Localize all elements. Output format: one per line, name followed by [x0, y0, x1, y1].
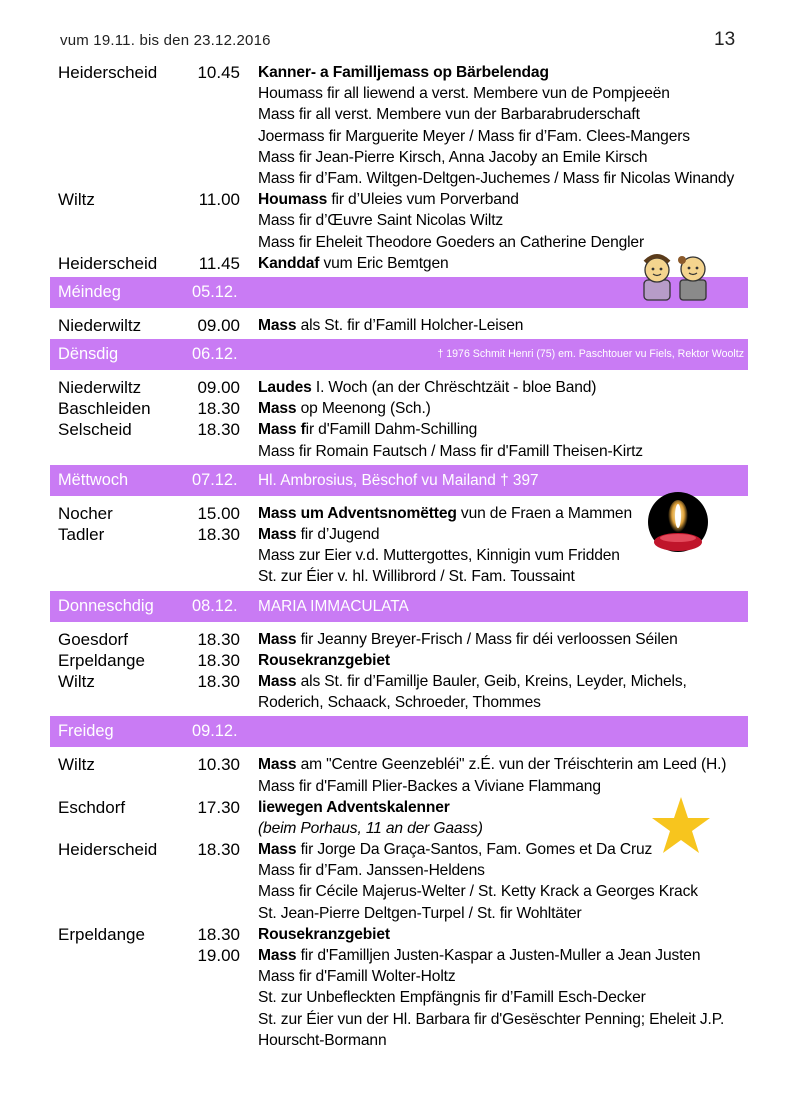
mass-description: [258, 818, 483, 839]
mass-description: [258, 987, 646, 1008]
place-name: Wiltz: [58, 190, 95, 210]
day-band-thursday: [50, 591, 748, 622]
service-type: Kanner- a Familljemass op Bärbelendag: [258, 64, 549, 81]
mass-description: [258, 629, 678, 650]
band-day: Méindeg: [58, 282, 121, 301]
mass-time: 09.00: [197, 315, 240, 335]
service-type: Mass f: [258, 421, 306, 439]
schedule-row: [0, 650, 800, 671]
band-date: 08.12.: [192, 596, 238, 615]
mass-description: [258, 126, 690, 147]
band-day: Freideg: [58, 722, 114, 741]
intention-text: fir Jorge Da Graça-Santos, Fam. Gomes et Da Cruz: [296, 841, 653, 859]
intention-text: Houmass fir all liewend a verst. Membere vun de Pompjeeën: [258, 85, 670, 103]
mass-description: [258, 860, 485, 881]
schedule-row: [0, 860, 800, 881]
children-illustration: [640, 252, 712, 304]
mass-description: [258, 566, 575, 587]
mass-description: [258, 881, 698, 902]
mass-description: [258, 1030, 386, 1051]
band-feast: MARIA IMMACULATA: [258, 597, 409, 615]
intention-text: vum Eric Bemtgen: [319, 254, 449, 272]
schedule-row: [0, 692, 800, 713]
section-monday: [0, 315, 800, 336]
place-name: Heiderscheid: [58, 63, 158, 82]
place-name: Niederwiltz: [58, 378, 142, 398]
intention-text: Mass fir d’Fam. Wiltgen-Deltgen-Juchemes / Mass fir Nicolas Winandy: [258, 169, 735, 187]
place-name: Wiltz: [58, 755, 95, 775]
schedule-row: [0, 945, 800, 966]
schedule-row: [0, 629, 800, 650]
band-date: 07.12.: [192, 470, 238, 489]
place-name: Goesdorf: [58, 629, 128, 649]
intention-text: fir d'Familljen Justen-Kaspar a Justen-Muller a Jean Justen: [296, 947, 701, 964]
service-type: Mass: [258, 316, 297, 334]
schedule-row: [0, 1030, 800, 1051]
mass-description: [258, 903, 582, 924]
intention-text: St. zur Éier vun der Hl. Barbara fir d'Gesëschter Penning; Eheleit J.P.: [258, 1010, 725, 1028]
mass-description: [258, 147, 647, 168]
intention-text: vun de Fraen a Mammen: [456, 504, 632, 522]
mass-time: 15.00: [197, 503, 240, 523]
band-feast: Hl. Ambrosius, Bëschof vu Mailand † 397: [258, 471, 539, 489]
place-name: Selscheid: [58, 420, 132, 440]
mass-time: 18.30: [197, 525, 240, 544]
mass-description: [258, 377, 596, 398]
service-type: liewegen Adventskalenner: [258, 798, 450, 816]
intention-text: Roderich, Schaack, Schroeder, Thommes: [258, 694, 541, 712]
mass-description: [258, 966, 455, 987]
mass-description: [258, 232, 644, 253]
mass-description: [258, 839, 652, 860]
place-name: Nocher: [58, 503, 113, 523]
schedule-row: [0, 924, 800, 945]
intention-text: Hourscht-Bormann: [258, 1031, 387, 1049]
mass-time: 10.30: [197, 755, 240, 775]
intention-text: als St. fir d’Famill Holcher-Leisen: [296, 316, 524, 334]
place-name: Niederwiltz: [58, 315, 142, 335]
mass-description: [258, 1009, 724, 1030]
place-name: Baschleiden: [58, 399, 151, 419]
page-number: 13: [714, 29, 736, 50]
day-band-friday: [50, 716, 748, 747]
service-type: Rousekranzgebiet: [258, 651, 390, 669]
page-header-date: vum 19.11. bis den 23.12.2016: [60, 32, 271, 49]
location-note: (beim Porhaus, 11 an der Gaass): [258, 819, 483, 837]
schedule-row: [0, 987, 800, 1008]
intention-text: Mass fir d’Œuvre Saint Nicolas Wiltz: [258, 212, 504, 230]
intention-text: Mass fir d'Famill Wolter-Holtz: [258, 968, 456, 986]
intention-text: Mass fir all verst. Membere vun der Barbarabruderschaft: [258, 106, 640, 124]
schedule-row: [0, 881, 800, 902]
schedule-row: [0, 315, 800, 336]
section-top: [0, 62, 800, 274]
mass-time: 17.30: [197, 797, 240, 817]
candle-illustration: [642, 492, 714, 554]
service-type: Mass um Adventsnomëtteg: [258, 504, 457, 522]
service-type: Rousekranzgebiet: [258, 925, 390, 943]
intention-text: Mass fir Eheleit Theodore Goeders an Catherine Dengler: [258, 233, 645, 251]
intention-text: Mass fir d’Fam. Janssen-Heldens: [258, 862, 485, 880]
place-name: Heiderscheid: [58, 253, 158, 273]
service-type: Mass: [258, 841, 297, 859]
mass-description: [258, 524, 379, 545]
intention-text: I. Woch (an der Chrëschtzäit - bloe Band): [311, 379, 597, 397]
intention-text: St. zur Unbefleckten Empfängnis fir d’Famill Esch-Decker: [258, 989, 646, 1007]
mass-description: [258, 315, 523, 336]
mass-description: [258, 545, 620, 566]
mass-time: 18.30: [197, 671, 240, 691]
intention-text: Mass fir Romain Fautsch / Mass fir d'Famill Theisen-Kirtz: [258, 442, 643, 460]
place-name: Tadler: [58, 525, 105, 544]
intention-text: Mass fir Cécile Majerus-Welter / St. Ketty Krack a Georges Krack: [258, 883, 698, 901]
band-date: 09.12.: [192, 722, 238, 741]
place-name: Wiltz: [58, 671, 95, 691]
mass-description: [258, 189, 519, 210]
schedule-row: [0, 1009, 800, 1030]
schedule-row: [0, 232, 800, 253]
place-name: Eschdorf: [58, 797, 126, 817]
mass-description: [258, 83, 670, 104]
schedule-row: [0, 441, 800, 462]
mass-description: [258, 754, 726, 775]
schedule-row: [0, 104, 800, 125]
mass-time: 10.45: [197, 63, 240, 82]
schedule-row: [0, 168, 800, 189]
schedule-row: [0, 126, 800, 147]
mass-time: 18.30: [197, 924, 240, 944]
mass-description: [258, 419, 477, 440]
place-name: Erpeldange: [58, 650, 145, 670]
service-type: Mass: [258, 947, 297, 964]
schedule-row: [0, 377, 800, 398]
intention-text: als St. fir d’Famillje Bauler, Geib, Kreins, Leyder, Michels,: [296, 672, 687, 690]
schedule-row: [0, 419, 800, 440]
schedule-row: [0, 398, 800, 419]
service-type: Houmass: [258, 191, 328, 209]
mass-time: 18.30: [197, 629, 240, 649]
place-name: Erpeldange: [58, 924, 145, 944]
schedule-row: [0, 62, 800, 83]
mass-description: [258, 924, 390, 945]
mass-description: [258, 441, 643, 462]
schedule-row: [0, 83, 800, 104]
band-day: Donneschdig: [58, 596, 154, 615]
mass-description: [258, 692, 541, 713]
band-date: 05.12.: [192, 282, 238, 301]
mass-description: [258, 650, 390, 671]
service-type: Kanddaf: [258, 254, 320, 272]
schedule-row: [0, 671, 800, 692]
schedule-row: [0, 210, 800, 231]
band-note: † 1976 Schmit Henri (75) em. Paschtouer vu Fiels, Rektor Wooltz: [437, 348, 744, 361]
service-type: Mass: [258, 672, 297, 690]
intention-text: fir Jeanny Breyer-Frisch / Mass fir déi verloossen Séilen: [296, 630, 678, 648]
section-thursday: [0, 629, 800, 714]
mass-time: 18.30: [197, 650, 240, 670]
mass-description: [258, 168, 734, 189]
intention-text: Joermass fir Marguerite Meyer / Mass fir d’Fam. Clees-Mangers: [258, 127, 690, 145]
intention-text: Mass fir d'Famill Plier-Backes a Viviane Flammang: [258, 777, 601, 795]
mass-description: [258, 253, 449, 274]
mass-description: [258, 62, 549, 83]
star-illustration: [650, 795, 712, 857]
mass-description: [258, 945, 700, 966]
mass-time: 09.00: [197, 378, 240, 398]
schedule-row: [0, 776, 800, 797]
mass-time: 11.45: [198, 253, 240, 273]
mass-description: [258, 776, 601, 797]
band-day: Dënsdig: [58, 345, 119, 364]
schedule-row: [0, 903, 800, 924]
schedule-row: [0, 147, 800, 168]
intention-text: fir d’Uleies vum Porverband: [327, 191, 519, 209]
day-band-tuesday: [50, 339, 748, 370]
mass-description: [258, 398, 431, 419]
mass-description: [258, 104, 640, 125]
mass-time: 18.30: [197, 840, 240, 860]
mass-time: 18.30: [197, 420, 240, 440]
service-type: Mass: [258, 526, 297, 543]
band-date: 06.12.: [192, 345, 238, 364]
intention-text: St. zur Éier v. hl. Willibrord / St. Fam. Toussaint: [258, 568, 575, 586]
mass-description: [258, 671, 687, 692]
mass-time: 11.00: [198, 190, 240, 210]
service-type: Mass: [258, 400, 297, 418]
section-tuesday: [0, 377, 800, 462]
mass-description: [258, 797, 450, 818]
intention-text: ir d'Famill Dahm-Schilling: [305, 421, 478, 439]
intention-text: Mass fir Jean-Pierre Kirsch, Anna Jacoby an Emile Kirsch: [258, 148, 648, 166]
mass-description: [258, 503, 632, 524]
intention-text: fir d’Jugend: [296, 526, 380, 543]
schedule: [0, 62, 800, 1051]
schedule-row: [0, 566, 800, 587]
schedule-row: [0, 189, 800, 210]
mass-time: 18.30: [197, 399, 240, 419]
service-type: Mass: [258, 756, 297, 774]
mass-description: [258, 210, 503, 231]
mass-time: 19.00: [197, 946, 240, 965]
schedule-row: [0, 966, 800, 987]
schedule-row: [0, 754, 800, 775]
intention-text: am "Centre Geenzebléi" z.É. vun der Tréischterin am Leed (H.): [296, 756, 727, 774]
intention-text: Mass zur Eier v.d. Muttergottes, Kinnigin vum Fridden: [258, 547, 620, 565]
service-type: Mass: [258, 630, 297, 648]
service-type: Laudes: [258, 379, 312, 397]
intention-text: St. Jean-Pierre Deltgen-Turpel / St. fir Wohltäter: [258, 904, 582, 922]
intention-text: op Meenong (Sch.): [296, 400, 431, 418]
place-name: Heiderscheid: [58, 840, 158, 860]
band-day: Mëttwoch: [58, 470, 129, 489]
